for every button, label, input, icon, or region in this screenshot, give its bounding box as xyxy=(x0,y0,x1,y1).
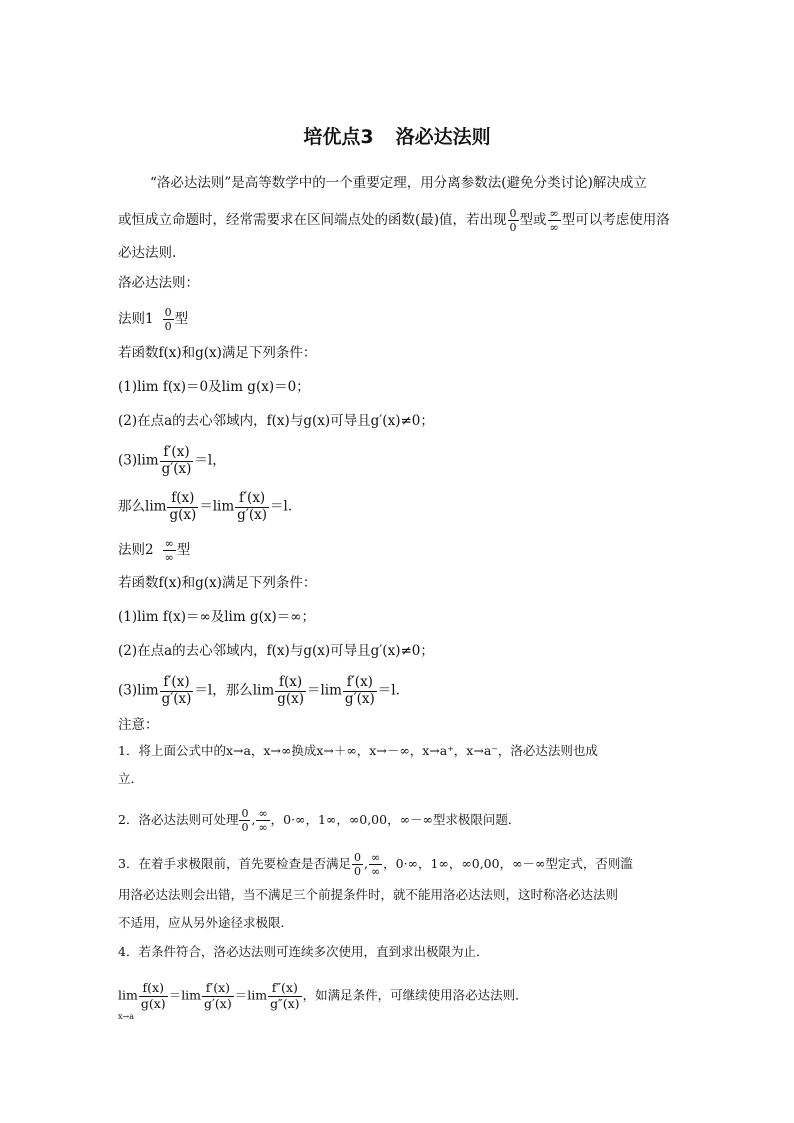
note3-line2: 用洛必达法则会出错，当不满足三个前提条件时，就不能用洛必达法则，这时称洛必达法则 xyxy=(118,887,619,902)
fraction-zero-over-zero: $\frac{0}{0}$ xyxy=(509,207,517,234)
rule2-cond3-fraction-2: $\frac{f(x)}{g(x)}$ xyxy=(277,674,304,707)
note4-fraction-1: $\frac{f(x)}{g(x)}$ xyxy=(140,980,166,1011)
note2: 2．洛必达法则可处理 $\frac{0}{0}$ , $\frac{\infty}{\infty}$ ，0·∞，1∞，∞0,00，∞－∞型求极限问题． xyxy=(118,807,521,834)
rule1-heading: 法则1 $\frac{0}{0}$ 型 xyxy=(118,306,189,333)
rule2-cond2: (2)在点a的去心邻域内，f(x)与g(x)可导且g′(x)≠0； xyxy=(118,643,434,659)
rule1-concl-fraction-1: $\frac{f(x)}{g(x)}$ xyxy=(169,490,197,523)
rule2-cond-intro: 若函数f(x)和g(x)满足下列条件： xyxy=(118,575,317,591)
rule2-type-fraction: $\frac{\infty}{\infty}$ xyxy=(164,537,174,564)
rule2-cond3-fraction-3: $\frac{f'(x)}{g'(x)}$ xyxy=(344,674,375,707)
fraction-inf-over-inf: $\frac{\infty}{\infty}$ xyxy=(549,207,559,234)
rule1-cond3-fraction: $\frac{f'(x)}{g'(x)}$ xyxy=(161,444,192,477)
intro-line-1: “洛必达法则”是高等数学中的一个重要定理，用分离参数法(避免分类讨论)解决成立 xyxy=(150,175,647,191)
note3-fraction-inf: $\frac{\infty}{\infty}$ xyxy=(370,851,381,878)
rule1-type-fraction: $\frac{0}{0}$ xyxy=(164,306,172,333)
rule2-cond1: (1)lim f(x)＝∞及lim g(x)＝∞； xyxy=(118,609,316,625)
rule1-cond3: (3)lim $\frac{f'(x)}{g'(x)}$ ＝l， xyxy=(118,444,226,477)
note4-fraction-3: $\frac{f''(x)}{g''(x)}$ xyxy=(270,980,300,1011)
note3-fraction-zero: $\frac{0}{0}$ xyxy=(353,851,361,878)
title-text: 洛必达法则 xyxy=(395,126,491,148)
rule1-concl-fraction-2: $\frac{f'(x)}{g'(x)}$ xyxy=(237,490,268,523)
limit-subscript-note: x→a xyxy=(118,1012,134,1021)
intro-line-2: 或恒成立命题时，经常需要求在区间端点处的函数(最)值，若出现 $\frac{0}{0}$ 型或 $\frac{\infty}{\infty}$ 型可以考虑使用洛 xyxy=(118,207,670,234)
note3-line1: 3．在着手求极限前，首先要检查是否满足 $\frac{0}{0}$ , $\frac{\infty}{\infty}$ ，0·∞，1∞，∞0,00，∞－∞型定式，否则滥 xyxy=(118,851,633,878)
rule2-cond3-fraction-1: $\frac{f'(x)}{g'(x)}$ xyxy=(161,674,192,707)
note4-line1: 4．若条件符合，洛必达法则可连续多次使用，直到求出极限为止． xyxy=(118,944,489,959)
rule2-cond3: (3)lim $\frac{f'(x)}{g'(x)}$ ＝l，那么lim $\frac{f(x)}{g(x)}$ ＝lim $\frac{f'(x)}{g'(x)}$ ＝l. xyxy=(118,674,400,707)
rule1-cond2: (2)在点a的去心邻域内，f(x)与g(x)可导且g′(x)≠0； xyxy=(118,413,434,429)
note1-line2: 立． xyxy=(118,771,144,786)
note3-line3: 不适用，应从另外途径求极限． xyxy=(118,915,294,930)
page-title xyxy=(0,122,794,149)
rule1-cond1: (1)lim f(x)＝0及lim g(x)＝0； xyxy=(118,379,310,395)
note2-fraction-inf: $\frac{\infty}{\infty}$ xyxy=(258,807,268,834)
rule2-heading: 法则2 $\frac{\infty}{\infty}$ 型 xyxy=(118,537,191,564)
section-heading: 洛必达法则： xyxy=(118,275,199,291)
note4-fraction-2: $\frac{f'(x)}{g'(x)}$ xyxy=(204,980,232,1011)
rule1-cond-intro: 若函数f(x)和g(x)满足下列条件： xyxy=(118,345,317,361)
note2-fraction-zero: $\frac{0}{0}$ xyxy=(241,807,249,834)
notes-heading: 注意： xyxy=(118,717,159,733)
rule1-conclusion: 那么lim $\frac{f(x)}{g(x)}$ ＝lim $\frac{f'(x)}{g'(x)}$ ＝l. xyxy=(118,490,293,523)
title-number: 培优点3 xyxy=(303,126,374,148)
intro-line-3: 必达法则. xyxy=(118,245,177,261)
note4-formula: lim $\frac{f(x)}{g(x)}$ ＝lim $\frac{f'(x)}{g'(x)}$ ＝lim $\frac{f''(x)}{g''(x)}$ ，如满足条件，可继续使用洛必达法则． xyxy=(118,980,528,1011)
note1-line1: 1．将上面公式中的x→a，x→∞换成x→＋∞，x→－∞，x→a⁺，x→a⁻，洛必达法则也成 xyxy=(118,743,598,758)
